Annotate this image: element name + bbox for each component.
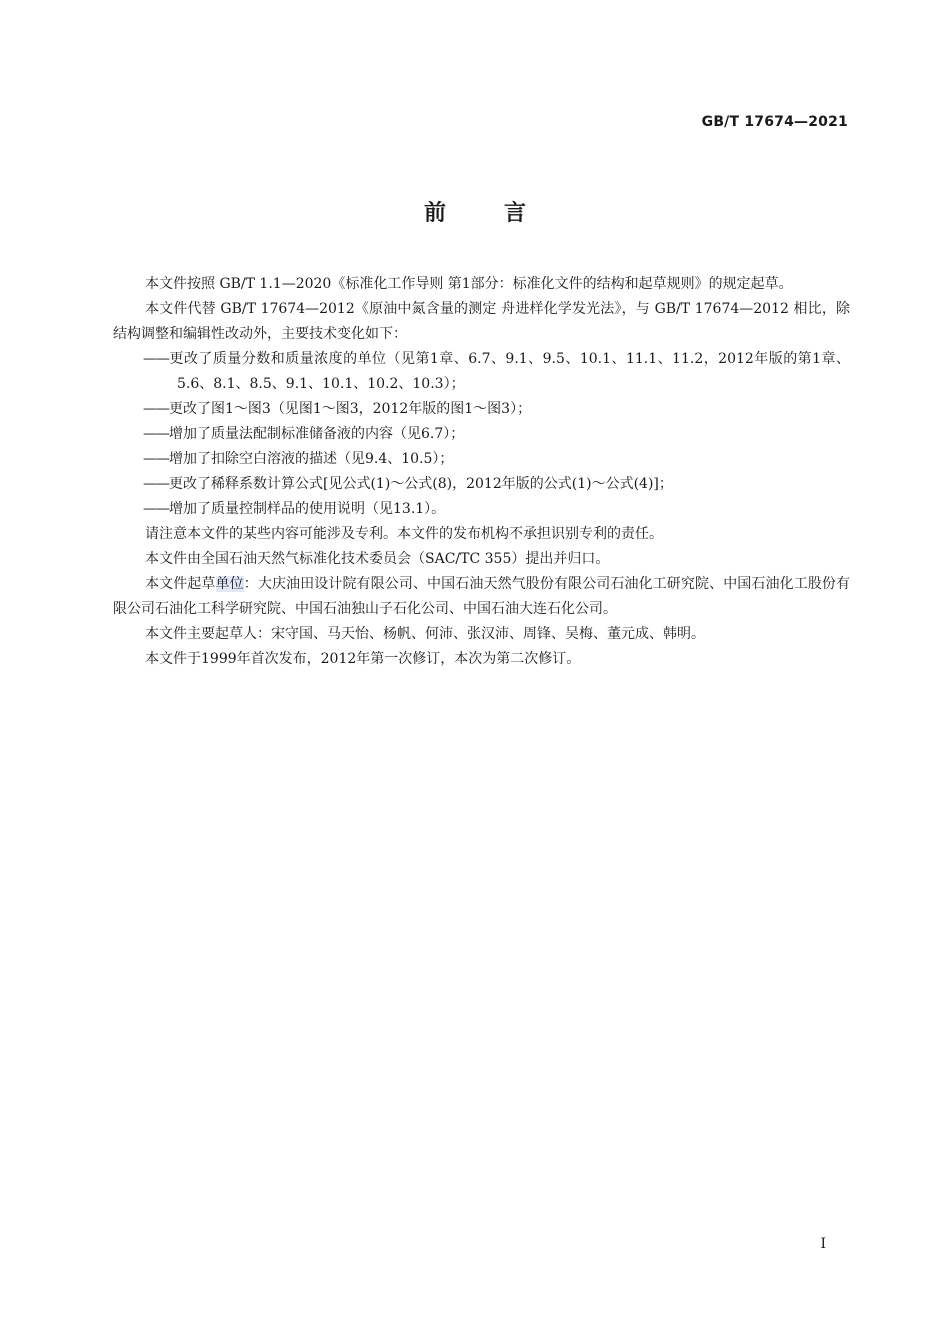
paragraph-drafters: 本文件主要起草人：宋守国、马天怡、杨帆、何沛、张汉沛、周锋、吴梅、董元成、韩明。: [145, 626, 705, 642]
paragraph-proposer: 本文件由全国石油天然气标准化技术委员会（SAC/TC 355）提出并归口。: [145, 551, 610, 567]
list-item: [113, 397, 850, 422]
dash-marker: ——: [143, 426, 169, 442]
list-item: [113, 447, 850, 472]
list-item: [113, 472, 850, 497]
list-item-text: 更改了图1～图3（见图1～图3，2012年版的图1～图3）；: [169, 401, 532, 417]
list-item-text: 更改了稀释系数计算公式[见公式(1)～公式(8)，2012年版的公式(1)～公式(4)]；: [169, 476, 673, 492]
list-item: [113, 347, 850, 397]
drafting-units-text: ：大庆油田设计院有限公司、中国石油天然气股份有限公司石油化工研究院、中国石油化工股份有限公司石油化工科学研究院、中国石油独山子石化公司、中国石油大连石化公司。: [113, 576, 851, 617]
list-item: [113, 497, 850, 522]
dash-marker: ——: [143, 476, 169, 492]
page-title: 前言: [423, 201, 584, 226]
paragraph-replacement: 本文件代替 GB/T 17674—2012《原油中氮含量的测定 舟进样化学发光法》，与 GB/T 17674—2012 相比，除结构调整和编辑性改动外，主要技术变化如下：: [113, 301, 850, 342]
document-body: [113, 272, 850, 672]
paragraph-drafting-rules: 本文件按照 GB/T 1.1—2020《标准化工作导则 第1部分：标准化文件的结构和起草规则》的规定起草。: [145, 276, 793, 292]
list-item: [113, 422, 850, 447]
list-item-text: 增加了质量法配制标准储备液的内容（见6.7）；: [169, 426, 465, 442]
text-selection-highlight: 单位: [215, 576, 244, 592]
paragraph-drafting-units: [113, 572, 850, 622]
drafting-units-label: 本文件起草: [145, 576, 216, 592]
dash-marker: ——: [143, 451, 169, 467]
standard-code: GB/T 17674—2021: [701, 114, 848, 130]
paragraph-history: 本文件于1999年首次发布，2012年第一次修订，本次为第二次修订。: [145, 651, 581, 667]
page-number: I: [820, 1236, 826, 1252]
paragraph-patent-notice: 请注意本文件的某些内容可能涉及专利。本文件的发布机构不承担识别专利的责任。: [145, 526, 663, 542]
dash-marker: ——: [143, 351, 169, 367]
list-item-text: 增加了扣除空白溶液的描述（见9.4、10.5）；: [169, 451, 454, 467]
list-item-text: 增加了质量控制样品的使用说明（见13.1）。: [169, 501, 446, 517]
dash-marker: ——: [143, 501, 169, 517]
list-item-text: 更改了质量分数和质量浓度的单位（见第1章、6.7、9.1、9.5、10.1、11.1、11.2，2012年版的第1章、5.6、8.1、8.5、9.1、10.1、10.2、10.3）；: [169, 351, 850, 392]
dash-marker: ——: [143, 401, 169, 417]
